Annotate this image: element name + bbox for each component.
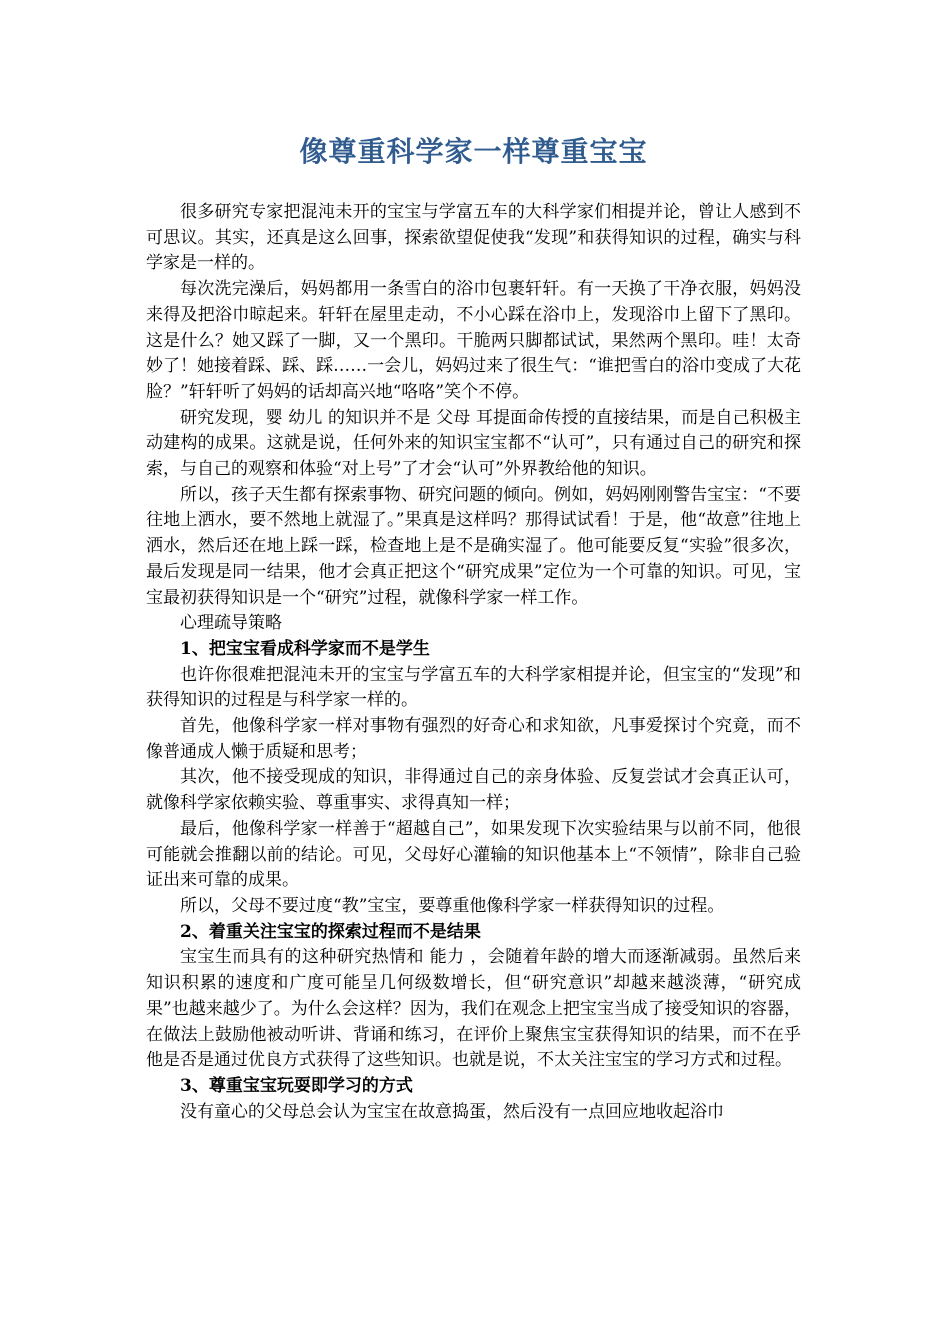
document-title: 像尊重科学家一样尊重宝宝: [299, 135, 648, 168]
section-heading: 2、着重关注宝宝的探索过程而不是结果: [180, 921, 481, 942]
paragraph: 最后，他像科学家一样善于“超越自己”，如果发现下次实验结果与以前不同，他很可能就会推翻以前的结论。可见，父母好心灌输的知识他基本上“不领情”，除非自己验证出来可靠的成果。: [146, 818, 801, 891]
section-heading: 3、尊重宝宝玩耍即学习的方式: [180, 1075, 413, 1096]
paragraph: 心理疏导策略: [180, 613, 282, 634]
document-body: [146, 200, 801, 1125]
paragraph: 其次，他不接受现成的知识，非得通过自己的亲身体验、反复尝试才会真正认可，就像科学家依赖实验、尊重事实、求得真知一样；: [146, 767, 801, 814]
paragraph: 所以，父母不要过度“教”宝宝，要尊重他像科学家一样获得知识的过程。: [180, 895, 725, 916]
paragraph: 首先，他像科学家一样对事物有强烈的好奇心和求知欲，凡事爱探讨个究竟，而不像普通成人懒于质疑和思考；: [146, 716, 801, 762]
paragraph: 很多研究专家把混沌未开的宝宝与学富五车的大科学家们相提并论，曾让人感到不可思议。其实，还真是这么回事，探索欲望促使我“发现”和获得知识的过程，确实与科学家是一样的。: [146, 202, 801, 274]
section-heading: 1、把宝宝看成科学家而不是学生: [180, 638, 430, 659]
paragraph: 没有童心的父母总会认为宝宝在故意捣蛋，然后没有一点回应地收起浴巾: [180, 1101, 724, 1122]
paragraph: 也许你很难把混沌未开的宝宝与学富五车的大科学家相提并论，但宝宝的“发现”和获得知识的过程是与科学家一样的。: [146, 664, 801, 711]
paragraph: 所以，孩子天生都有探索事物、研究问题的倾向。例如，妈妈刚刚警告宝宝：“不要往地上洒水，要不然地上就湿了。”果真是这样吗？那得试试看！于是，他“故意”往地上洒水，然后还在地上踩一踩，检查地上是不是确实湿了。他可能要反复“实验”很多次，最后发现是同一结果，他才会真正把这个“研究成果”定位为一个可靠的知识。可见，宝宝最初获得知识是一个“研究”过程，就像科学家一样工作。: [146, 484, 801, 608]
paragraph: 宝宝生而具有的这种研究热情和 能力 ，会随着年龄的增大而逐渐减弱。虽然后来知识积累的速度和广度可能呈几何级数增长，但“研究意识”却越来越淡薄，“研究成果”也越来越少了。为什么会这样？因为，我们在观念上把宝宝当成了接受知识的容器，在做法上鼓励他被动听讲、背诵和练习，在评价上聚焦宝宝获得知识的结果，而不在乎他是否是通过优良方式获得了这些知识。也就是说，不太关注宝宝的学习方式和过程。: [146, 947, 801, 1071]
paragraph: 每次洗完澡后，妈妈都用一条雪白的浴巾包裹轩轩。有一天换了干净衣服，妈妈没来得及把浴巾晾起来。轩轩在屋里走动，不小心踩在浴巾上，发现浴巾上留下了黑印。这是什么？她又踩了一脚，又一个黑印。干脆两只脚都试试，果然两个黑印。哇！太奇妙了！她接着踩、踩、踩……一会儿，妈妈过来了很生气：“谁把雪白的浴巾变成了大花脸？”轩轩听了妈妈的话却高兴地“咯咯”笑个不停。: [146, 279, 801, 402]
paragraph: 研究发现，婴 幼儿 的知识并不是 父母 耳提面命传授的直接结果，而是自己积极主动建构的成果。这就是说，任何外来的知识宝宝都不“认可”，只有通过自己的研究和探索，与自己的观察和体验“对上号”了才会“认可”外界教给他的知识。: [146, 407, 801, 480]
